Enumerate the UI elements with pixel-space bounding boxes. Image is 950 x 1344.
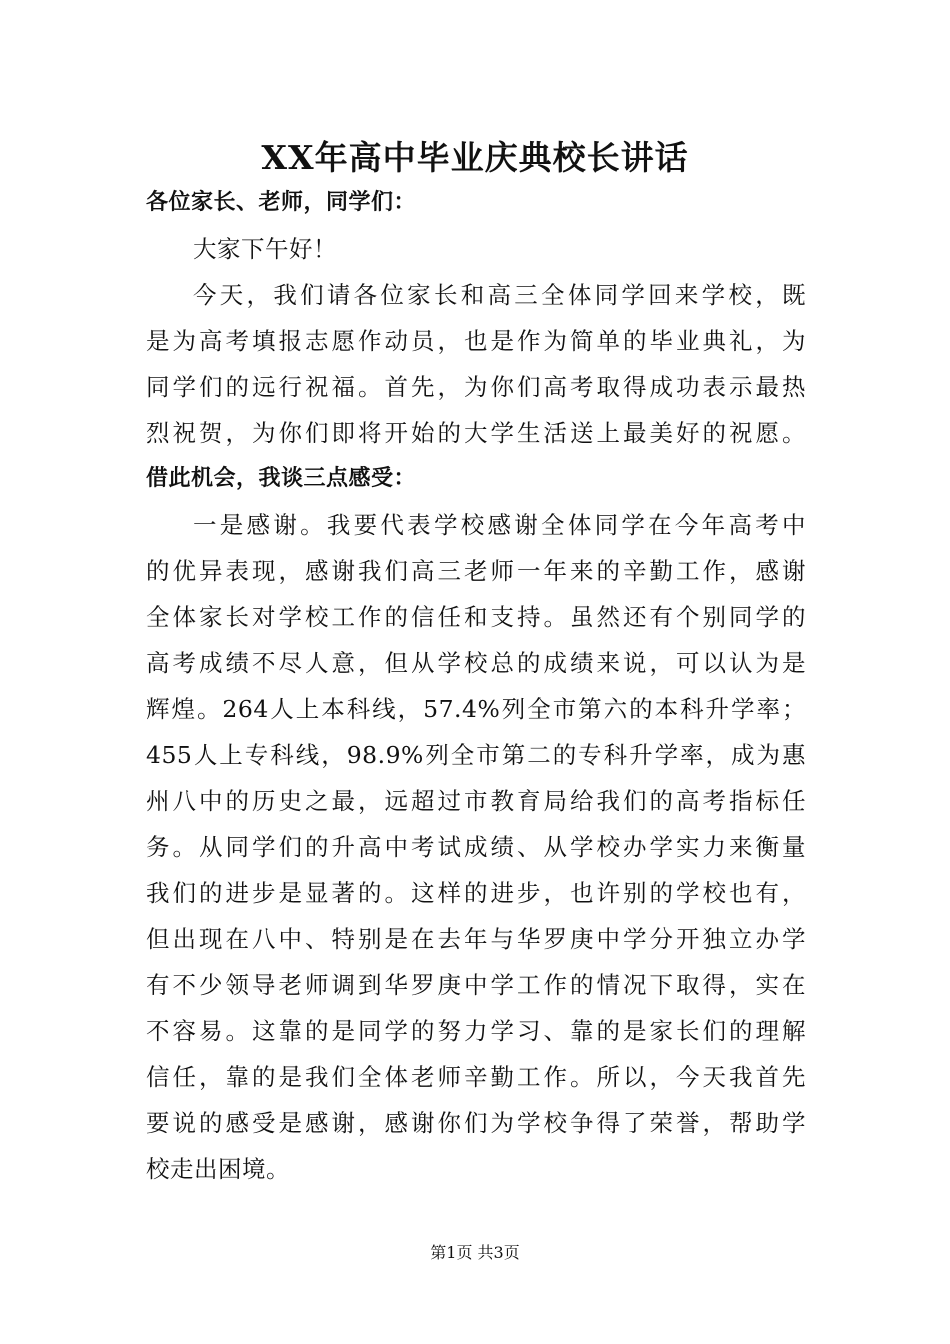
paragraph-line: 同学们的远行祝福。首先，为你们高考取得成功表示最热 <box>146 373 806 401</box>
paragraph-line: 今天，我们请各位家长和高三全体同学回来学校，既 <box>193 281 806 309</box>
paragraph-line: 高考成绩不尽人意，但从学校总的成绩来说，可以认为是 <box>146 649 806 677</box>
paragraph-line: 不容易。这靠的是同学的努力学习、靠的是家长们的理解 <box>146 1017 806 1045</box>
paragraph-line: 的优异表现，感谢我们高三老师一年来的辛勤工作，感谢 <box>146 557 806 585</box>
document-title: XX年高中毕业庆典校长讲话 <box>261 138 689 177</box>
paragraph-line: 辉煌。264人上本科线，57.4%列全市第六的本科升学率； <box>146 695 806 723</box>
document-body <box>146 180 806 1192</box>
paragraph-line: 455人上专科线，98.9%列全市第二的专科升学率，成为惠 <box>146 741 806 769</box>
paragraph-line: 务。从同学们的升高中考试成绩、从学校办学实力来衡量 <box>146 833 806 861</box>
salutation: 各位家长、老师，同学们： <box>146 190 417 215</box>
greeting: 大家下午好！ <box>193 235 337 263</box>
paragraph-intro <box>146 272 806 456</box>
paragraph-line: 一是感谢。我要代表学校感谢全体同学在今年高考中 <box>193 511 806 539</box>
paragraph-line: 校走出困境。 <box>146 1155 290 1183</box>
paragraph-line: 州八中的历史之最，远超过市教育局给我们的高考指标任 <box>146 787 806 815</box>
paragraph-line: 但出现在八中、特别是在去年与华罗庚中学分开独立办学 <box>146 925 806 953</box>
paragraph-gratitude <box>146 502 806 1192</box>
paragraph-line: 信任，靠的是我们全体老师辛勤工作。所以，今天我首先 <box>146 1063 806 1091</box>
section-heading: 借此机会，我谈三点感受： <box>146 466 417 491</box>
page-footer: 第1页 共3页 <box>430 1243 520 1262</box>
paragraph-line: 有不少领导老师调到华罗庚中学工作的情况下取得，实在 <box>146 971 806 999</box>
paragraph-line: 要说的感受是感谢，感谢你们为学校争得了荣誉，帮助学 <box>146 1109 806 1137</box>
paragraph-line: 烈祝贺，为你们即将开始的大学生活送上最美好的祝愿。 <box>146 419 806 447</box>
paragraph-line: 全体家长对学校工作的信任和支持。虽然还有个别同学的 <box>146 603 806 631</box>
paragraph-line: 是为高考填报志愿作动员，也是作为简单的毕业典礼，为 <box>146 327 806 355</box>
paragraph-line: 我们的进步是显著的。这样的进步，也许别的学校也有， <box>146 879 806 907</box>
